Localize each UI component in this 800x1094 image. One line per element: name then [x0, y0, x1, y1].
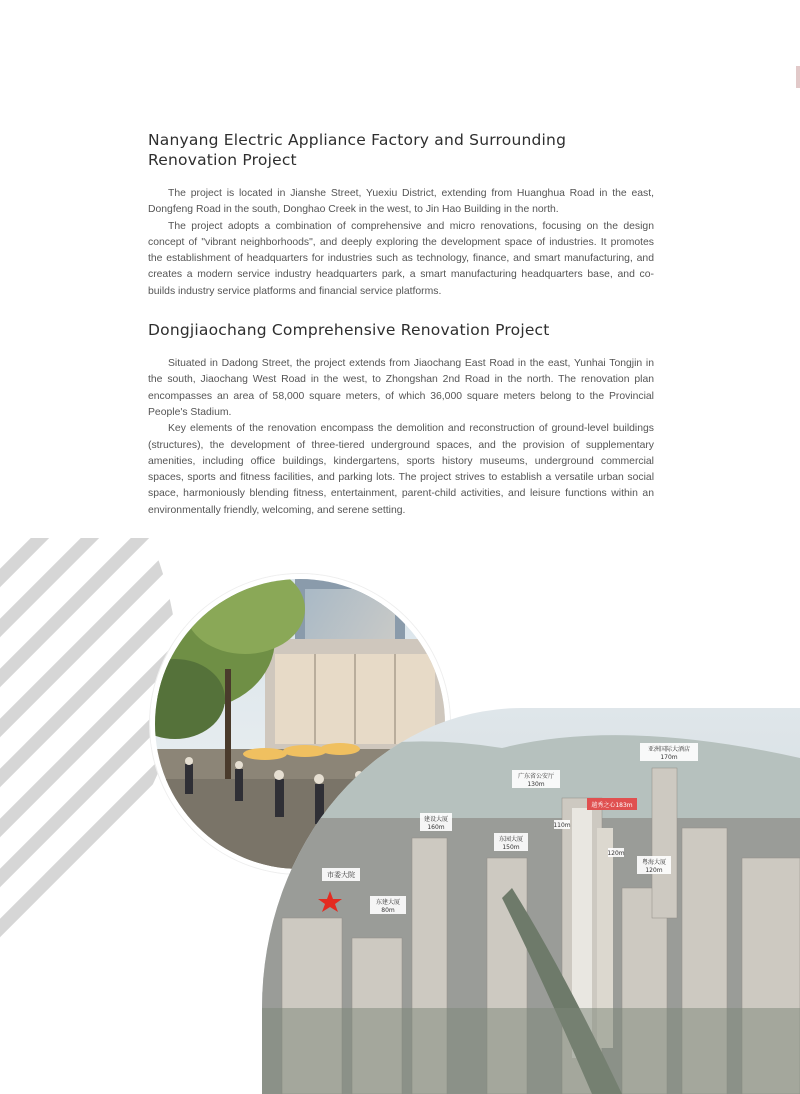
- svg-text:建设大厦: 建设大厦: [423, 816, 449, 823]
- nanyang-paragraph-2: The project adopts a combination of comprehensive and micro renovations, focusing on the design concept of "vibrant neighborhoods", and deeply exploring the development space of industries. It promotes the establishment of headquarters for industries such as technology, finance, and smart manufacturing, and creates a modern service industry headquarters park, a smart manufacturing headquarters base, and co-builds industry service platforms and financial service platforms.: [148, 220, 654, 297]
- map-label-asia-hotel: [640, 743, 698, 761]
- svg-text:越秀之心183m: 越秀之心183m: [591, 802, 633, 809]
- section-title-nanyang: Nanyang Electric Appliance Factory and Surrounding Renovation Project: [148, 131, 567, 169]
- svg-text:150m: 150m: [502, 844, 520, 851]
- section-title-dongjiaochang: Dongjiaochang Comprehensive Renovation Project: [148, 321, 550, 340]
- map-label-110m: [553, 820, 570, 829]
- map-label-jianshe: [420, 813, 452, 831]
- map-label-dongyuan: [494, 833, 528, 851]
- svg-text:市委大院: 市委大院: [327, 871, 355, 879]
- svg-text:东园大厦: 东园大厦: [498, 836, 524, 843]
- svg-text:160m: 160m: [427, 824, 445, 831]
- nanyang-paragraph-1: The project is located in Jianshe Street, Yuexiu District, extending from Huanghua Road in the east, Dongfeng Road in the south, Donghao Creek in the west, to Jin Hao Building in the north.: [148, 188, 654, 216]
- svg-text:120m: 120m: [607, 850, 625, 857]
- map-label-haiyun: [637, 856, 671, 874]
- map-label-120m: [607, 848, 624, 857]
- svg-text:亚洲国际大酒店: 亚洲国际大酒店: [647, 746, 691, 753]
- svg-text:110m: 110m: [553, 822, 571, 829]
- dongjiaochang-paragraph-1: Situated in Dadong Street, the project extends from Jiaochang East Road in the east, Yunhai Tongjin in the south, Jiaochang West Road in the west, to Zhongshan 2nd Road in the north. The renovation plan encompasses an area of 58,000 square meters, of which 36,000 square meters belong to the Provincial People's Stadium.: [148, 358, 654, 418]
- svg-text:130m: 130m: [527, 781, 545, 788]
- svg-text:粤海大厦: 粤海大厦: [641, 859, 667, 866]
- svg-text:170m: 170m: [660, 754, 678, 761]
- text-content: [148, 130, 654, 519]
- svg-text:80m: 80m: [381, 907, 395, 914]
- map-label-gd-security: [512, 770, 560, 788]
- page-edge-mark: [796, 66, 800, 88]
- dongjiaochang-paragraph-2: Key elements of the renovation encompass the demolition and reconstruction of ground-level buildings (structures), the development of three-tiered underground spaces, and the provision of supplementary amenities, including office buildings, kindergartens, sports history museums, underground commercial spaces, sports and fitness facilities, and parking lots. The project strives to establish a versatile urban social space, harmoniously blending fitness, entertainment, parent-child activities, and leisure functions within an environmentally friendly, welcoming, and serene setting.: [148, 423, 654, 516]
- svg-text:广东省公安厅: 广东省公安厅: [517, 773, 555, 780]
- map-label-city-hall: [322, 868, 360, 881]
- map-label-yuexiu-heart: [587, 798, 637, 810]
- svg-text:东建大厦: 东建大厦: [375, 899, 401, 906]
- svg-text:120m: 120m: [645, 867, 663, 874]
- map-label-dongjian: [370, 896, 406, 914]
